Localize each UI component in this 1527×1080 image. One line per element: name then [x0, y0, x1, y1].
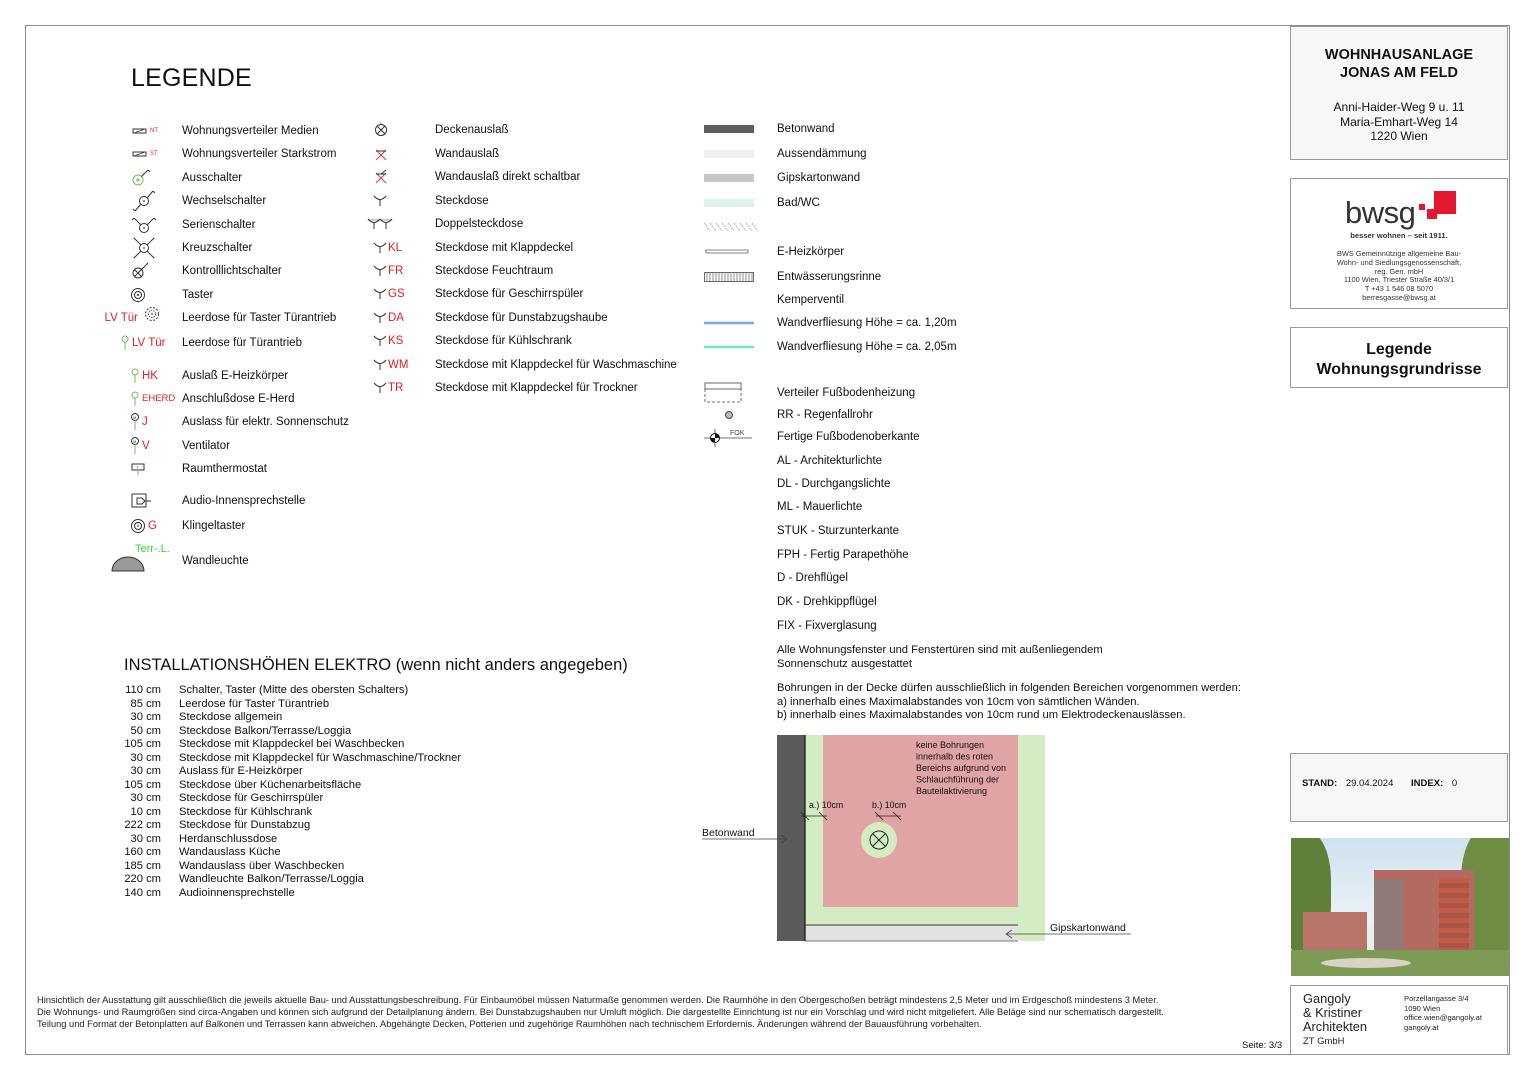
architect-name-line: & Kristiner [1303, 1005, 1363, 1021]
gipskartonwand-label: Gipskartonwand [1050, 922, 1126, 934]
ausschalter-icon [130, 168, 154, 188]
legend-item [80, 143, 380, 165]
installation-height: 10 cm [130, 805, 161, 818]
legend-item [704, 167, 1104, 189]
legend-item [704, 450, 1104, 472]
architect-contact [1404, 994, 1482, 1032]
installation-height: 30 cm [130, 711, 161, 723]
legend-label: Kontrolllichtschalter [182, 265, 282, 277]
plan-title-box [1290, 327, 1508, 388]
legend-label: RR - Regenfallrohr [777, 409, 873, 421]
steckdose-icon [373, 381, 387, 395]
legend-item [704, 591, 1104, 613]
symbol-tag: FR [388, 265, 404, 277]
bwsg-address [1291, 250, 1507, 303]
installation-description: Steckdose für Kühlschrank [179, 805, 313, 818]
legend-item [704, 143, 1104, 165]
legend-item [365, 307, 695, 329]
legend-label: Steckdose für Dunstabzugshaube [435, 312, 608, 324]
legend-label: Steckdose mit Klappdeckel für Trockner [435, 382, 638, 394]
legend-item [704, 192, 1104, 214]
legend-label: Wechselschalter [182, 195, 267, 207]
betonwand-swatch-icon [704, 124, 754, 134]
legend-item [704, 118, 1104, 140]
steckdose-icon [373, 264, 387, 278]
client-box [1290, 178, 1508, 309]
installation-row [110, 792, 324, 806]
legend-label: Ventilator [182, 440, 230, 452]
legend-item [80, 260, 380, 282]
legend-item [365, 260, 695, 282]
installation-description: Schalter, Taster (Mitte des obersten Schalters) [179, 684, 409, 696]
note-bohrungen [777, 682, 1241, 723]
symbol-tag: Terr-.L. [135, 543, 170, 555]
legend-label: FPH - Fertig Parapethöhe [777, 549, 909, 561]
fliesen-120-swatch-icon [704, 320, 754, 326]
gipskartonwand-band [805, 925, 1018, 941]
legend-label: Raumthermostat [182, 463, 268, 475]
legend-label: Kemperventil [777, 294, 845, 306]
bwsg-line: BWS Gemeinnützige allgemeine Bau- [1336, 249, 1462, 258]
fok-icon [704, 427, 754, 447]
note-line: Sonnenschutz ausgestattet [777, 657, 912, 670]
legend-label: Ausschalter [182, 172, 243, 184]
installation-row [110, 684, 409, 698]
legend-label: Audio-Innensprechstelle [182, 495, 306, 507]
legend-item [704, 312, 1104, 334]
legend-item [704, 567, 1104, 589]
raumthermostat-icon [130, 462, 146, 476]
verteiler-starkstrom-icon [132, 149, 148, 159]
auslass-sonnenschutz-icon [130, 413, 140, 431]
installation-row [110, 819, 311, 833]
legend-item [80, 388, 380, 410]
architect-name-line: Gangoly [1303, 991, 1351, 1006]
legend-item [704, 336, 1104, 358]
legend-label: Kreuzschalter [182, 242, 253, 254]
legend-label: Auslass für elektr. Sonnenschutz [182, 416, 349, 428]
architect-suffix: ZT GmbH [1303, 1035, 1345, 1047]
installation-description: Steckdose über Küchenarbeitsfläche [179, 778, 362, 791]
legend-item [365, 237, 695, 259]
installation-description: Wandauslass über Waschbecken [179, 859, 345, 872]
installation-height: 105 cm [124, 778, 161, 791]
verteiler-fbh-icon [704, 382, 742, 404]
architect-email: office.wien@gangoly.at [1404, 1013, 1482, 1023]
symbol-tag: WM [388, 359, 409, 371]
installation-height: 30 cm [130, 792, 161, 804]
symbol-tag: LV Tür [132, 337, 166, 349]
legend-item [80, 543, 380, 572]
kontrolllichtschalter-icon [130, 261, 154, 281]
installation-height: 222 cm [124, 819, 161, 831]
index-label: INDEX: [1411, 778, 1444, 789]
legend-label: D - Drehflügel [777, 572, 848, 584]
schraffur-swatch-icon [704, 222, 756, 232]
balconies [1439, 878, 1469, 950]
installation-height: 140 cm [124, 886, 161, 899]
aussendaemmung-swatch-icon [704, 149, 754, 159]
wandauslass-schaltbar-icon [373, 170, 389, 184]
installation-row [110, 697, 330, 712]
bwsg-logo-square-large [1434, 191, 1456, 214]
installation-description: Leerdose für Taster Türantrieb [179, 697, 330, 710]
kreuzschalter-icon [130, 235, 158, 261]
legend-label: E-Heizkörper [777, 246, 845, 258]
legend-label: Wandleuchte [182, 555, 249, 567]
installation-row [110, 765, 303, 779]
installation-description: Steckdose allgemein [179, 711, 283, 723]
drilling-diagram [695, 730, 1145, 950]
legend-item [80, 365, 380, 387]
building-main-side [1374, 880, 1404, 956]
legend-item [80, 490, 380, 512]
installation-height: 30 cm [130, 832, 161, 845]
legend-label: Wandauslaß [435, 148, 500, 160]
betonwand-label: Betonwand [702, 827, 755, 839]
installation-height: 220 cm [124, 873, 161, 885]
legend-item [365, 213, 695, 235]
note-sonnenschutz [777, 644, 1103, 671]
symbol-tag: ST [150, 151, 158, 157]
architect-name-line: Architekten [1303, 1019, 1368, 1035]
bwsg-line: 1100 Wien, Triester Straße 40/3/1 [1343, 275, 1455, 285]
legend-title: LEGENDE [131, 64, 252, 92]
legend-label: DK - Drehkippflügel [777, 596, 877, 608]
legend-label: Gipskartonwand [777, 172, 861, 184]
legend-label: Taster [182, 289, 214, 301]
legend-item [80, 120, 380, 142]
doppelsteckdose-icon [367, 217, 393, 231]
symbol-tag: GS [388, 288, 405, 300]
building-rendering [1291, 838, 1509, 976]
legend-label: Verteiler Fußbodenheizung [777, 387, 916, 399]
auslass-heizkoerper-icon [130, 368, 140, 384]
legend-label: Wohnungsverteiler Medien [182, 125, 319, 137]
project-box [1290, 26, 1508, 160]
note-line: b) innerhalb eines Maximalabstandes von 10cm rund um Elektrodeckenauslässen. [777, 709, 1186, 721]
installation-row [110, 724, 352, 739]
bwsg-line: Wohn- und Siedlungsgenossenschaft, [1336, 257, 1462, 267]
stand-value: 29.04.2024 [1345, 778, 1394, 789]
legend-item [365, 119, 695, 141]
disclaimer-line: Teilung und Format der Betonplatten auf Balkonen und Terrassen kann abweichen. Abgehängte Decken, Potterien und zugehörige Raumhöhen nach technischem Erfordernis. Änderungen während der Bauausführung vorbehalten. [37, 1019, 982, 1030]
installation-description: Steckdose mit Klappdeckel bei Waschbecken [179, 738, 405, 750]
legend-item [365, 190, 695, 212]
legend-item [704, 404, 1104, 426]
installation-row [110, 846, 281, 860]
legend-item [704, 426, 1104, 448]
betonwand-band [777, 735, 805, 941]
legend-label: Steckdose für Kühlschrank [435, 335, 572, 347]
legend-label: Bad/WC [777, 197, 820, 209]
steckdose-icon [373, 358, 387, 372]
plan-title-line1: Legende [1366, 341, 1432, 358]
legend-item [704, 266, 1104, 288]
legend-label: Serienschalter [182, 219, 256, 231]
note-line: Bohrungen in der Decke dürfen ausschließlich in folgenden Bereichen vorgenommen werden: [777, 682, 1241, 694]
legend-item [80, 515, 380, 537]
legend-label: Wandverfliesung Höhe = ca. 2,05m [777, 341, 957, 353]
legend-item [80, 214, 380, 236]
symbol-tag: J [142, 416, 148, 428]
entwaesserungsrinne-swatch-icon [704, 272, 754, 282]
legend-item [80, 411, 380, 433]
svg-text:M: M [133, 415, 137, 420]
legend-label: Wandauslaß direkt schaltbar [435, 171, 581, 183]
bwsg-logo-square-small [1419, 204, 1425, 210]
svg-text:M: M [133, 439, 137, 444]
legend-item [704, 544, 1104, 566]
legend-item [704, 241, 1104, 263]
legend-label: STUK - Sturzunterkante [777, 525, 900, 537]
installation-height: 50 cm [130, 724, 161, 737]
legend-item [80, 307, 380, 329]
bad-wc-swatch-icon [704, 198, 754, 208]
address-line2: Maria-Emhart-Weg 14 [1340, 114, 1458, 129]
symbol-tag: V [142, 440, 150, 452]
legend-item [704, 289, 1104, 311]
legend-label: Auslaß E-Heizkörper [182, 370, 289, 382]
note-line: a) innerhalb eines Maximalabstandes von 10cm von sämtlichen Wänden. [777, 695, 1140, 708]
legend-label: FIX - Fixverglasung [777, 620, 877, 632]
symbol-tag: LV Tür [104, 312, 138, 324]
architect-street: Porzellangasse 3/4 [1404, 994, 1469, 1003]
plan-title-line2: Wohnungsgrundrisse [1316, 361, 1482, 378]
legend-item [704, 615, 1104, 637]
address-line1: Anni-Haider-Weg 9 u. 11 [1333, 100, 1465, 114]
installation-height: 30 cm [130, 751, 161, 764]
installation-row [110, 873, 364, 887]
installation-row [110, 886, 295, 901]
regenfallrohr-icon [724, 410, 734, 420]
legend-item [704, 496, 1104, 518]
symbol-tag: EHERD [142, 393, 176, 404]
installation-row [110, 778, 362, 793]
legend-label: Steckdose für Geschirrspüler [435, 288, 584, 300]
legend-label: Steckdose Feuchtraum [435, 265, 554, 277]
steckdose-icon [373, 241, 387, 255]
index-value: 0 [1451, 778, 1458, 789]
installation-description: Steckdose mit Klappdeckel für Waschmaschine/Trockner [179, 751, 462, 764]
legend-label: Leerdose für Taster Türantrieb [182, 312, 337, 324]
legend-item [365, 166, 695, 188]
legend-label: Aussendämmung [777, 148, 867, 160]
legend-label: Entwässerungsrinne [777, 271, 882, 283]
note-line: Bauteilaktivierung [916, 786, 988, 796]
architect-box [1290, 985, 1508, 1055]
dim-b-label: b.) 10cm [872, 800, 907, 810]
legend-item [80, 237, 380, 259]
legend-item [80, 284, 380, 306]
legend-label: Steckdose mit Klappdeckel für Waschmaschine [435, 359, 677, 371]
bwsg-logo-square-medium [1427, 209, 1437, 219]
steckdose-icon [373, 194, 387, 208]
note-line: keine Bohrungen [916, 740, 985, 750]
taster-icon [130, 287, 146, 303]
legend-item [704, 382, 1104, 404]
legend-label: Betonwand [777, 123, 835, 135]
note-line: Bereichs aufgrund von [916, 763, 1007, 773]
installation-height: 30 cm [130, 765, 161, 777]
installation-row [110, 832, 278, 847]
bwsg-logo [1343, 187, 1463, 235]
installation-description: Steckdose für Geschirrspüler [179, 792, 324, 804]
legend-label: AL - Architekturlichte [777, 455, 883, 467]
address-line3: 1220 Wien [1370, 129, 1428, 143]
legend-label: Steckdose [435, 195, 489, 207]
legend-item [704, 520, 1104, 542]
anschlussdose-herd-icon [130, 391, 140, 407]
fliesen-205-swatch-icon [704, 344, 754, 350]
installation-row [110, 805, 313, 820]
legend-label: Klingeltaster [182, 520, 246, 532]
leerdose-tuer-icon [120, 335, 130, 351]
bwsg-line: T +43 1 546 08 5070 [1364, 284, 1434, 294]
project-name-line2: JONAS AM FELD [1340, 65, 1458, 81]
installation-height: 185 cm [124, 859, 161, 872]
disclaimer [37, 994, 1164, 1031]
legend-label: Wandverfliesung Höhe = ca. 1,20m [777, 317, 957, 329]
installation-title: INSTALLATIONSHÖHEN ELEKTRO (wenn nicht anders angegeben) [124, 656, 628, 674]
verteiler-medien-icon [132, 126, 148, 136]
symbol-tag: KS [388, 335, 404, 347]
symbol-tag: DA [388, 312, 404, 324]
installation-height: 85 cm [130, 697, 161, 710]
svg-text:T: T [136, 465, 139, 470]
steckdose-icon [373, 334, 387, 348]
path [1321, 958, 1411, 968]
legend-item [365, 143, 695, 165]
disclaimer-line: Die Wohnungs- und Raumgrößen sind circa-Angaben und können sich aufgrund der Detailplanung ändern. Bei Dunstabzugshauben nur Umluft möglich. Die dargestellte Einrichtung ist nur ein Vorschlag und wird nicht mitgeliefert. Alle Beläge sind nur schematisch dargestellt. [37, 1007, 1164, 1018]
installation-description: Steckdose Balkon/Terrasse/Loggia [179, 724, 352, 737]
installation-height: 160 cm [124, 846, 161, 858]
installation-description: Audioinnensprechstelle [179, 886, 295, 899]
note-line: Schlauchführung der [916, 774, 1000, 785]
installation-height: 105 cm [124, 738, 161, 750]
bwsg-logo-text: bwsg [1345, 195, 1416, 230]
legend-item [704, 473, 1104, 495]
leerdose-taster-icon [144, 306, 160, 330]
installation-description: Herdanschlussdose [179, 832, 278, 845]
installation-row [110, 711, 283, 725]
legend-label: Fertige Fußbodenoberkante [777, 431, 920, 443]
bwsg-line: reg. Gen. mbH [1374, 266, 1424, 276]
symbol-tag: TR [388, 382, 404, 394]
gipskartonwand-swatch-icon [704, 173, 754, 183]
wandauslass-icon [373, 147, 389, 161]
steckdose-icon [373, 311, 387, 325]
installation-height: 110 cm [125, 684, 161, 696]
legend-label: Deckenauslaß [435, 124, 509, 136]
legend-item [80, 332, 380, 354]
symbol-tag: NT [150, 128, 158, 134]
installation-row [110, 859, 345, 874]
symbol-tag: HK [142, 370, 158, 382]
deckenauslass-icon [373, 122, 389, 138]
legend-label: Leerdose für Türantrieb [182, 337, 302, 349]
e-heizkoerper-swatch-icon [704, 247, 750, 257]
installation-row [110, 738, 405, 752]
installation-description: Steckdose für Dunstabzug [179, 819, 311, 831]
installation-description: Wandauslass Küche [179, 846, 281, 858]
legend-label: DL - Durchgangslichte [777, 478, 891, 490]
symbol-tag: G [148, 520, 157, 532]
klingeltaster-icon [130, 518, 146, 534]
bwsg-slogan: besser wohnen – seit 1911. [1350, 231, 1448, 240]
architect-city: 1090 Wien [1404, 1003, 1441, 1013]
ventilator-icon [130, 437, 140, 455]
legend-label: Anschlußdose E-Herd [182, 393, 295, 405]
legend-item [365, 283, 695, 305]
stand-label: STAND: [1302, 778, 1338, 789]
legend-label: Wohnungsverteiler Starkstrom [182, 148, 337, 160]
audio-innensprechstelle-icon [130, 492, 154, 510]
dim-a-label: a.) 10cm [809, 800, 844, 810]
bwsg-email: berresgasse@bwsg.at [1362, 292, 1436, 302]
wandleuchte-icon [110, 556, 146, 580]
architect-website: gangoly.at [1404, 1022, 1439, 1032]
legend-item [365, 377, 695, 399]
legend-item [80, 458, 380, 480]
revision-box [1290, 753, 1508, 822]
legend-item [80, 435, 380, 457]
legend-label: Steckdose mit Klappdeckel [435, 242, 574, 254]
note-line: innerhalb des roten [916, 751, 994, 762]
page-number: Seite: 3/3 [1242, 1040, 1283, 1051]
installation-row [110, 751, 462, 766]
legend-item [80, 167, 380, 189]
legend-item [704, 216, 1104, 238]
svg-text:FOK: FOK [730, 430, 745, 437]
note-line: Alle Wohnungsfenster und Fenstertüren sind mit außenliegendem [777, 644, 1103, 656]
installation-description: Wandleuchte Balkon/Terrasse/Loggia [179, 873, 364, 885]
legend-item [365, 354, 695, 376]
legend-item [80, 190, 380, 212]
project-name-line1: WOHNHAUSANLAGE [1324, 47, 1474, 63]
serienschalter-icon [130, 214, 158, 236]
legend-label: ML - Mauerlichte [777, 501, 863, 513]
disclaimer-line: Hinsichtlich der Ausstattung gilt ausschließlich die jeweils aktuelle Bau- und Ausstattungsbeschreibung. Für Einbaumöbel müssen Naturmaße genommen werden. Die Raumhöhe in den Obergeschoßen beträgt mindestens 2,5 Meter und im Erdgeschoß mindestens 3 Meter. [37, 995, 1159, 1005]
steckdose-icon [373, 287, 387, 301]
symbol-tag: KL [388, 242, 403, 254]
legend-label: Doppelsteckdose [435, 218, 524, 230]
architect-name [1303, 992, 1367, 1049]
wechselschalter-icon [130, 189, 158, 213]
legend-item [365, 330, 695, 352]
installation-description: Auslass für E-Heizkörper [179, 765, 303, 777]
